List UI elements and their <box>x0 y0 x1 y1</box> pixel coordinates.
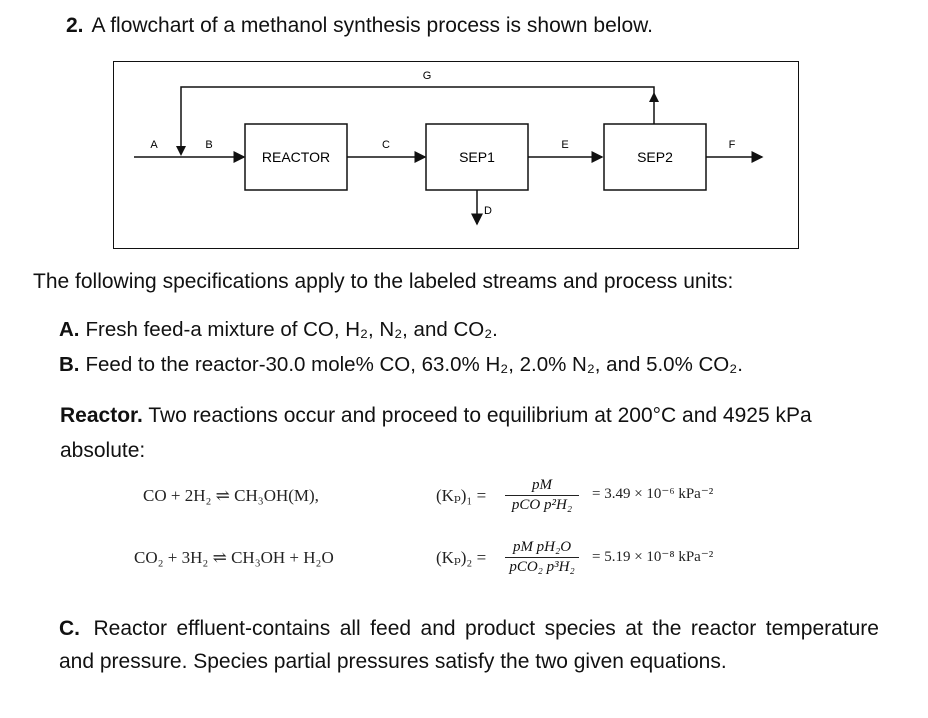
spec-b-label: B. <box>59 353 80 376</box>
reactor-label: REACTOR <box>261 149 331 165</box>
flowchart-diagram <box>114 62 800 250</box>
reaction-1: CO + 2H₂ ⇌ CH₃OH(M), <box>143 486 319 505</box>
kp1-fraction <box>505 477 579 514</box>
kp1-denominator: pCO p²H₂ <box>511 497 573 513</box>
reactor-spec <box>60 398 890 468</box>
spec-c-text: Reactor effluent-contains all feed and product species at the reactor temperature and pressure. Species partial pressures satisfy the two given equations. <box>59 617 879 673</box>
spec-a-label: A. <box>59 318 80 341</box>
question-number: 2. <box>66 14 84 37</box>
kp1-numerator: pM <box>532 477 552 493</box>
spec-b-text: Feed to the reactor-30.0 mole% CO, 63.0% H₂, 2.0% N₂, and 5.0% CO₂. <box>85 353 743 376</box>
reaction-2: CO₂ + 3H₂ ⇌ CH₃OH + H₂O <box>134 548 334 567</box>
stream-g-arrowhead-up <box>649 92 659 102</box>
stream-g-label: G <box>422 70 432 82</box>
reactor-spec-text: Two reactions occur and proceed to equilibrium at 200°C and 4925 kPa absolute: <box>60 404 812 462</box>
stream-d-label: D <box>484 205 492 217</box>
stream-a-label: A <box>150 139 158 151</box>
reactor-spec-label: Reactor. <box>60 404 143 427</box>
sep1-label: SEP1 <box>459 149 495 165</box>
kp1-symbol: (Kₚ)₁ = <box>436 486 487 505</box>
stream-f-label: F <box>728 139 736 151</box>
kp2-denominator: pCO₂ p³H₂ <box>509 559 575 575</box>
kp1-fraction-bar <box>505 495 579 496</box>
stream-g-arrowhead <box>176 146 186 156</box>
spec-c-label: C. <box>59 617 80 640</box>
spec-c <box>59 612 879 678</box>
spec-b <box>59 353 743 377</box>
question-title: A flowchart of a methanol synthesis process is shown below. <box>91 14 653 37</box>
kp2-value: = 5.19 × 10⁻⁸ kPa⁻² <box>592 549 714 565</box>
kp2-symbol: (Kₚ)₂ = <box>436 548 487 567</box>
kp2-fraction <box>505 539 579 576</box>
kp2-fraction-bar <box>505 557 579 558</box>
spec-a <box>59 318 498 342</box>
stream-b-label: B <box>205 139 213 151</box>
process-flowchart <box>113 61 799 249</box>
sep2-label: SEP2 <box>637 149 673 165</box>
spec-a-text: Fresh feed-a mixture of CO, H₂, N₂, and CO₂. <box>85 318 498 341</box>
question-heading <box>66 14 653 38</box>
kp1-value: = 3.49 × 10⁻⁶ kPa⁻² <box>592 486 714 502</box>
specifications-intro: The following specifications apply to the labeled streams and process units: <box>33 270 734 293</box>
stream-c-label: C <box>382 139 390 151</box>
kp2-numerator: pM pH₂O <box>512 539 572 555</box>
stream-e-label: E <box>561 139 569 151</box>
